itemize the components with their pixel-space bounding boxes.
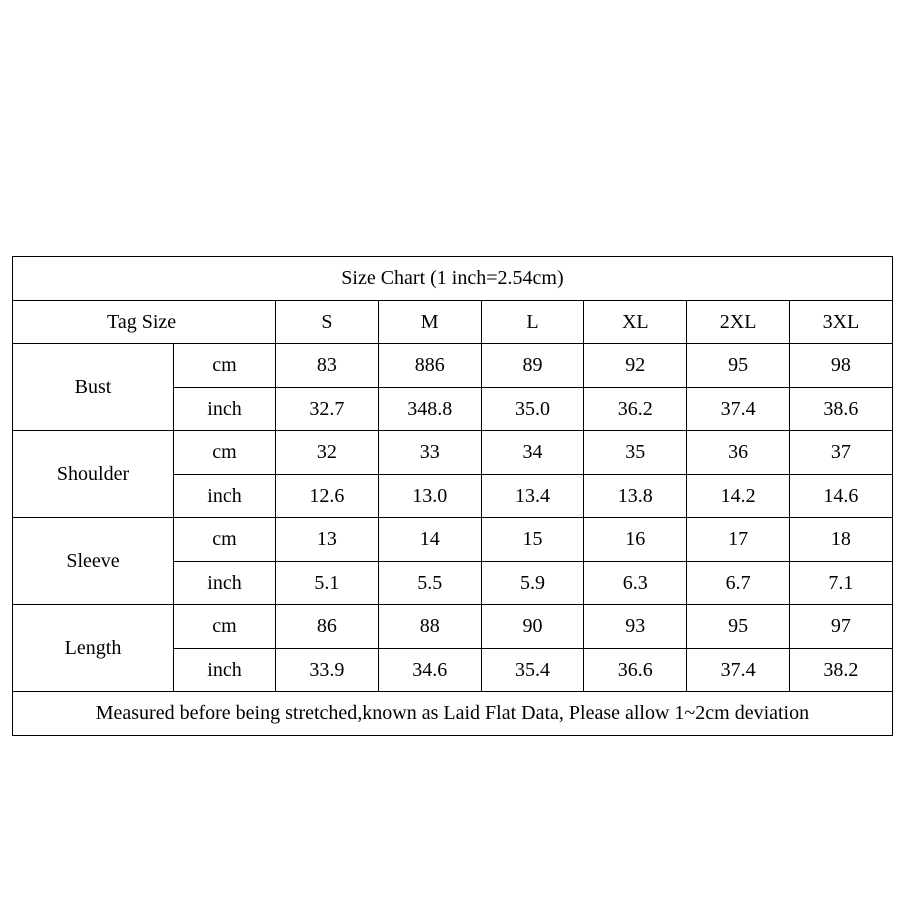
table-cell: 97 <box>789 605 892 649</box>
table-cell: 14.2 <box>687 474 790 518</box>
table-cell: 38.2 <box>789 648 892 692</box>
table-row <box>13 344 893 388</box>
table-cell: 18 <box>789 518 892 562</box>
table-cell: 86 <box>276 605 379 649</box>
table-cell: 90 <box>481 605 584 649</box>
unit-label: inch <box>174 474 276 518</box>
unit-label: cm <box>174 605 276 649</box>
unit-label: cm <box>174 518 276 562</box>
size-header-2xl: 2XL <box>687 300 790 344</box>
size-header-xl: XL <box>584 300 687 344</box>
table-cell: 83 <box>276 344 379 388</box>
table-cell: 35.4 <box>481 648 584 692</box>
table-cell: 95 <box>687 344 790 388</box>
table-cell: 36.6 <box>584 648 687 692</box>
table-cell: 36 <box>687 431 790 475</box>
table-cell: 7.1 <box>789 561 892 605</box>
measure-name-shoulder: Shoulder <box>13 431 174 518</box>
table-cell: 6.3 <box>584 561 687 605</box>
chart-title: Size Chart (1 inch=2.54cm) <box>13 257 893 301</box>
table-cell: 93 <box>584 605 687 649</box>
header-row <box>13 300 893 344</box>
table-cell: 33 <box>378 431 481 475</box>
unit-label: cm <box>174 431 276 475</box>
unit-label: inch <box>174 648 276 692</box>
footer-note: Measured before being stretched,known as Laid Flat Data, Please allow 1~2cm deviation <box>13 692 893 736</box>
table-row <box>13 518 893 562</box>
table-cell: 38.6 <box>789 387 892 431</box>
table-cell: 348.8 <box>378 387 481 431</box>
measure-name-sleeve: Sleeve <box>13 518 174 605</box>
table-cell: 89 <box>481 344 584 388</box>
table-cell: 98 <box>789 344 892 388</box>
table-cell: 13.4 <box>481 474 584 518</box>
table-cell: 13.0 <box>378 474 481 518</box>
table-cell: 6.7 <box>687 561 790 605</box>
tag-size-label: Tag Size <box>13 300 276 344</box>
measure-name-bust: Bust <box>13 344 174 431</box>
size-header-l: L <box>481 300 584 344</box>
table-cell: 886 <box>378 344 481 388</box>
table-cell: 33.9 <box>276 648 379 692</box>
size-header-m: M <box>378 300 481 344</box>
measure-name-length: Length <box>13 605 174 692</box>
table-cell: 35 <box>584 431 687 475</box>
unit-label: cm <box>174 344 276 388</box>
table-cell: 5.9 <box>481 561 584 605</box>
size-header-3xl: 3XL <box>789 300 892 344</box>
table-cell: 14 <box>378 518 481 562</box>
size-chart-table <box>12 256 893 736</box>
table-cell: 32.7 <box>276 387 379 431</box>
table-cell: 36.2 <box>584 387 687 431</box>
table-cell: 5.5 <box>378 561 481 605</box>
table-cell: 37.4 <box>687 387 790 431</box>
table-cell: 37.4 <box>687 648 790 692</box>
table-cell: 35.0 <box>481 387 584 431</box>
table-cell: 13 <box>276 518 379 562</box>
size-header-s: S <box>276 300 379 344</box>
table-row <box>13 431 893 475</box>
table-cell: 15 <box>481 518 584 562</box>
table-cell: 34.6 <box>378 648 481 692</box>
table-cell: 32 <box>276 431 379 475</box>
unit-label: inch <box>174 387 276 431</box>
table-cell: 14.6 <box>789 474 892 518</box>
unit-label: inch <box>174 561 276 605</box>
table-cell: 88 <box>378 605 481 649</box>
table-cell: 34 <box>481 431 584 475</box>
footer-row <box>13 692 893 736</box>
table-cell: 13.8 <box>584 474 687 518</box>
table-cell: 12.6 <box>276 474 379 518</box>
table-row <box>13 605 893 649</box>
table-cell: 17 <box>687 518 790 562</box>
table-cell: 37 <box>789 431 892 475</box>
table-cell: 5.1 <box>276 561 379 605</box>
size-chart <box>12 256 892 736</box>
table-cell: 16 <box>584 518 687 562</box>
title-row <box>13 257 893 301</box>
table-cell: 95 <box>687 605 790 649</box>
table-cell: 92 <box>584 344 687 388</box>
